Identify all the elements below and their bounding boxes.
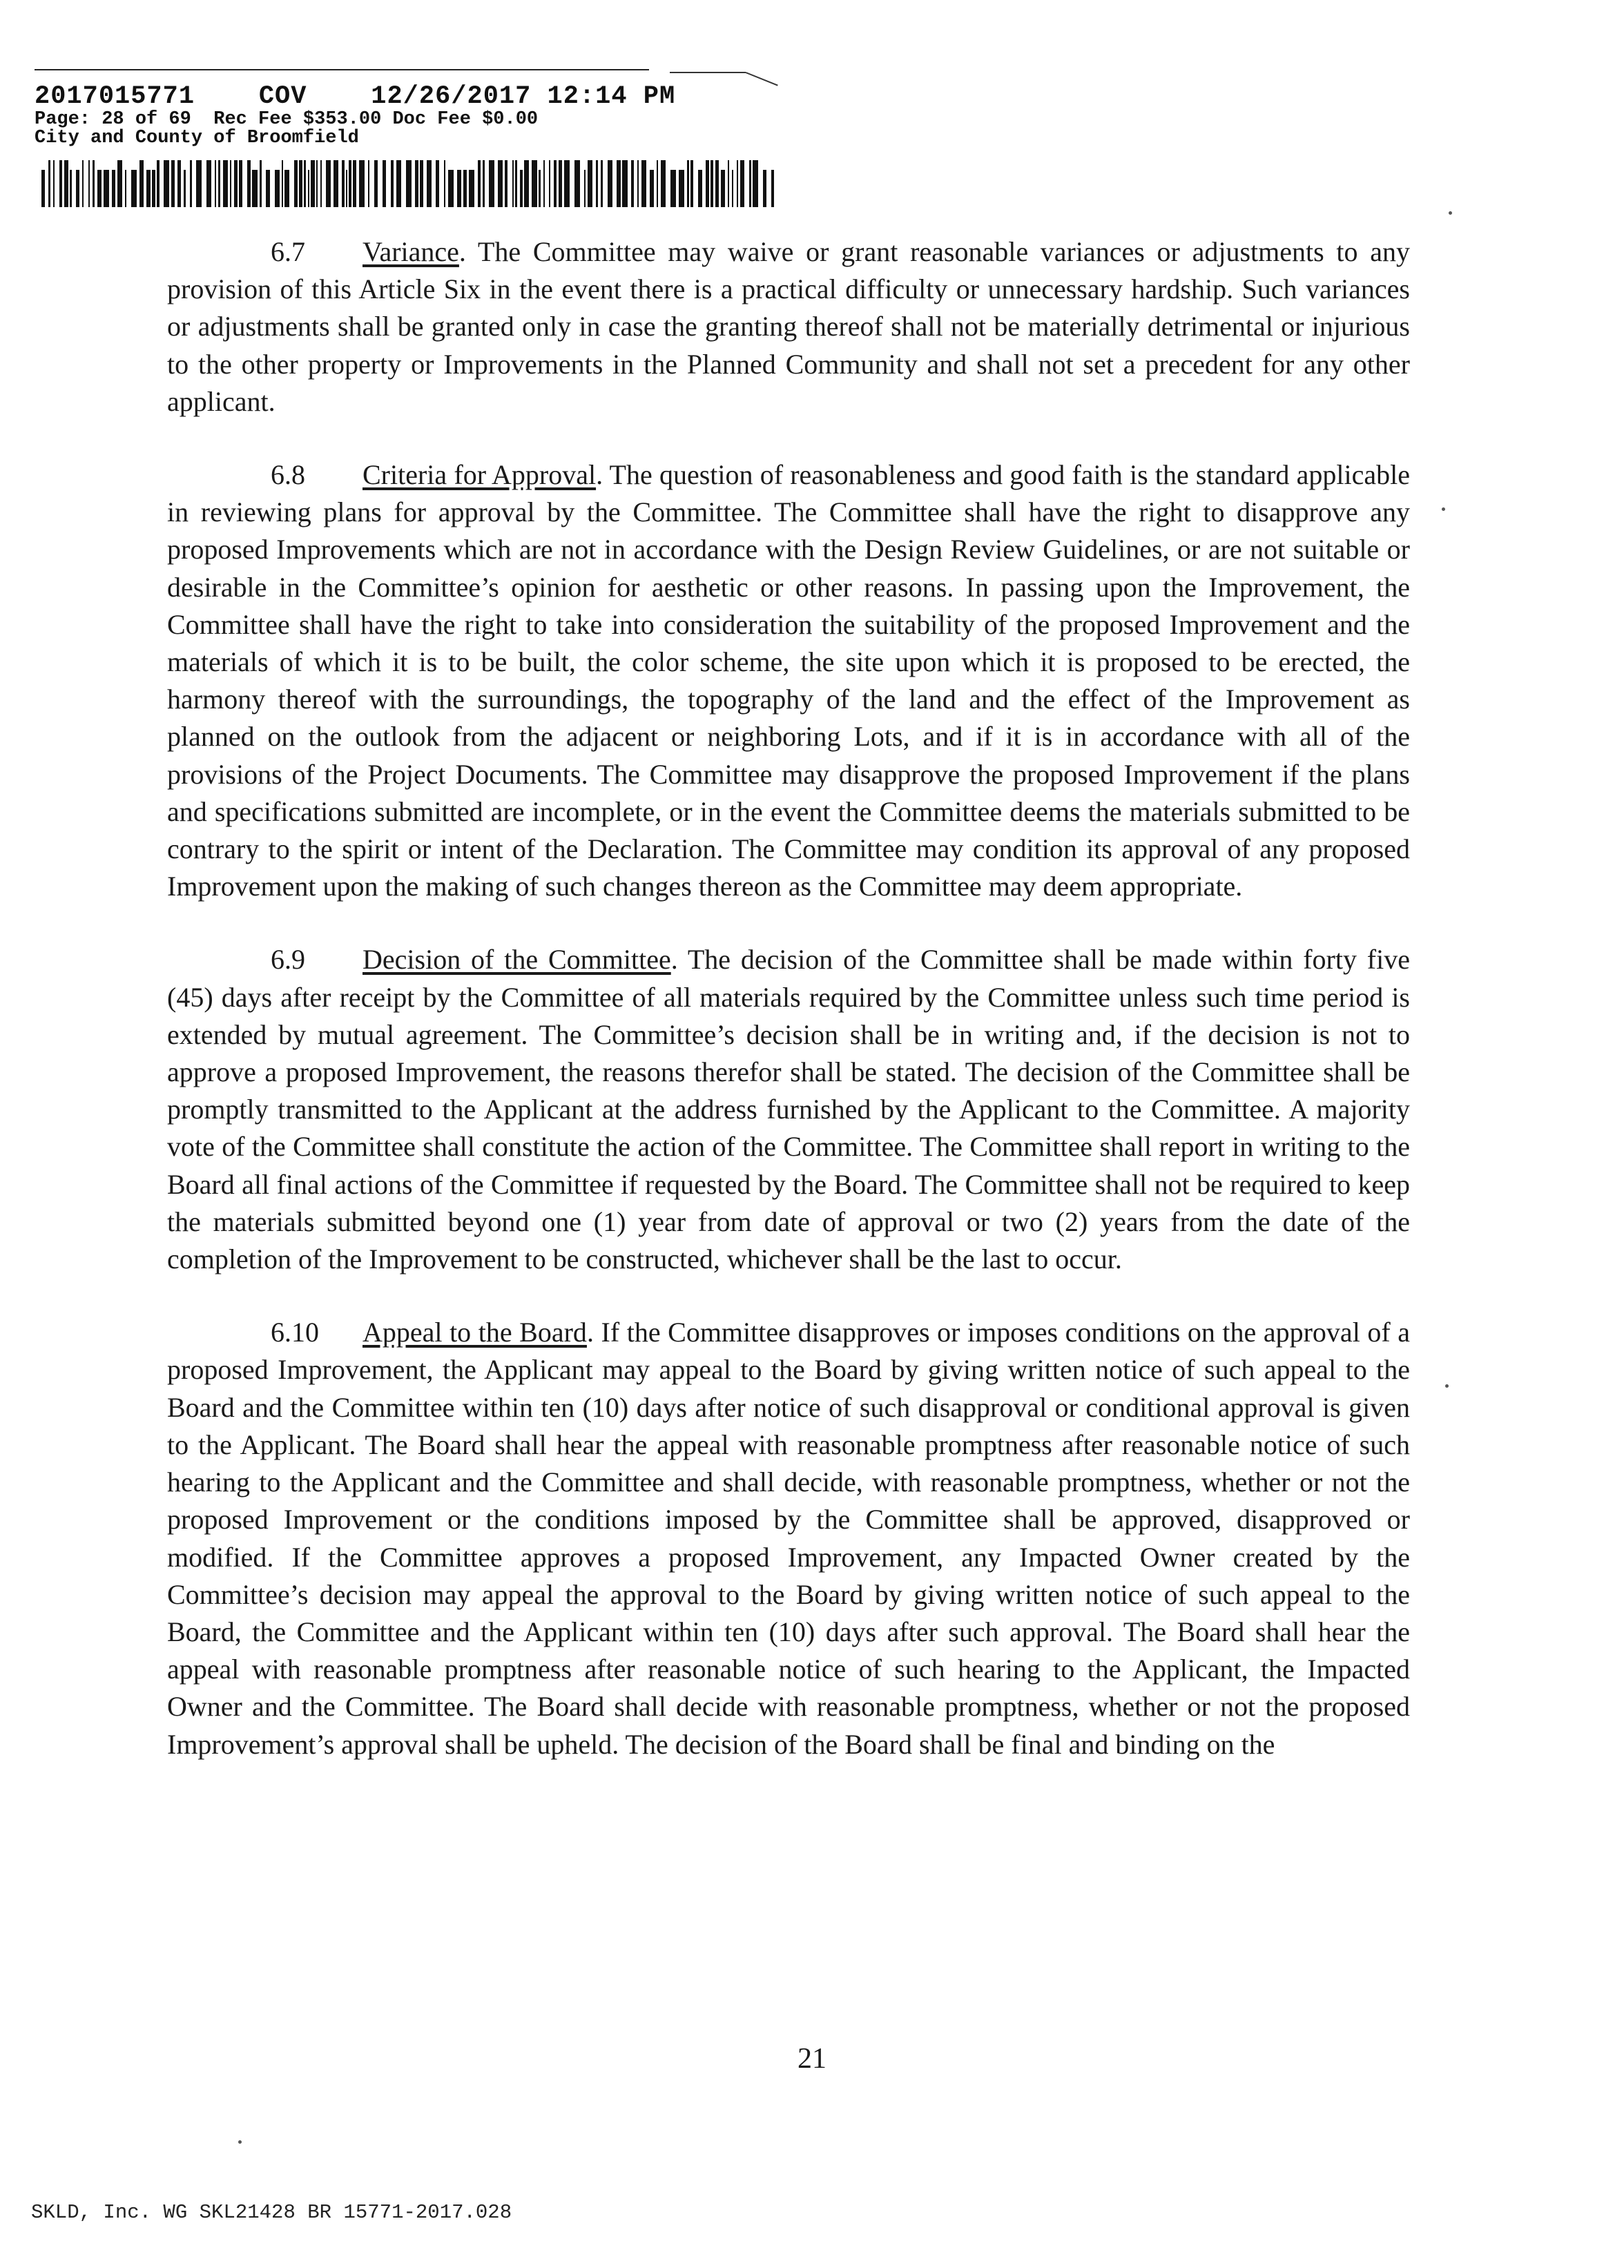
section-title: Decision of the Committee — [362, 944, 671, 976]
section-text: . The decision of the Committee shall be made within forty five (45) days after receipt by the Committee of all materials required by the Committee unless such time period is extended by mutual agreement. The Committee’s decision shall be in writing and, if the decision is not to approve a proposed Improvement, the reasons therefor shall be stated. The decision of the Committee shall be promptly transmitted to the Applicant at the address furnished by the Applicant to the Committee. A majority vote of the Committee shall constitute the action of the Committee. The Committee shall report in writing to the Board all final actions of the Committee if requested by the Board. The Committee shall not be required to keep the materials submitted beyond one (1) year from date of approval or two (2) years from the date of the completion of the Improvement to be constructed, whichever shall be the last to occur. — [167, 944, 1410, 1275]
section-number: 6.8 — [271, 459, 305, 491]
county-line: City and County of Broomfield — [35, 128, 359, 148]
section-number: 6.10 — [271, 1317, 319, 1348]
scan-speck — [1445, 1384, 1449, 1388]
document-body — [167, 233, 1410, 1799]
reception-number-line: 2017015771 COV 12/26/2017 12:14 PM — [35, 82, 676, 111]
section-title: Appeal to the Board — [362, 1317, 587, 1348]
section-text: . The Committee may waive or grant reasonable variances or adjustments to any provision of this Article Six in the event there is a practical difficulty or unnecessary hardship. Such variances or adjustments shall be granted only in case the granting thereof shall not be materially detrimental or injurious to the other property or Improvements in the Planned Community and shall not set a precedent for any other applicant. — [167, 236, 1410, 417]
header-rule — [35, 69, 649, 70]
scan-speck — [1442, 507, 1445, 511]
section-6-10 — [167, 1314, 1410, 1763]
section-text: . The question of reasonableness and good faith is the standard applicable in reviewing plans for approval by the Committee. The Committee shall have the right to disapprove any proposed Improvements which are not in accordance with the Design Review Guidelines, or are not suitable or desirable in the Committee’s opinion for aesthetic or other reasons. In passing upon the Improvement, the Committee shall have the right to take into consideration the suitability of the proposed Improvement and the materials of which it is to be built, the color scheme, the site upon which it is proposed to be erected, the harmony thereof with the surroundings, the topography of the land and the effect of the Improvement as planned on the outlook from the adjacent or neighboring Lots, and if it is in accordance with all of the provisions of the Project Documents. The Committee may disapprove the proposed Improvement if the plans and specifications submitted are incomplete, or in the event the Committee deems the materials submitted to be contrary to the spirit or intent of the Declaration. The Committee may condition its approval of any proposed Improvement upon the making of such changes thereon as the Committee may deem appropriate. — [167, 459, 1410, 902]
recording-stamp — [35, 83, 794, 148]
section-number: 6.9 — [271, 944, 305, 976]
section-text: . If the Committee disapproves or imposes conditions on the approval of a proposed Improvement, the Applicant may appeal to the Board by giving written notice of such appeal to the Board and the Committee within ten (10) days after notice of such disapproval or conditional approval is given to the Applicant. The Board shall hear the appeal with reasonable promptness after reasonable notice of such hearing to the Applicant and the Committee and shall decide, with reasonable promptness, whether or not the proposed Improvement or the conditions imposed by the Committee shall be approved, disapproved or modified. If the Committee approves a proposed Improvement, any Impacted Owner created by the Committee’s decision may appeal the approval to the Board by giving written notice of such appeal to the Board, the Committee and the Applicant within ten (10) days after such approval. The Board shall hear the appeal with reasonable promptness after reasonable notice of such hearing to the Applicant, the Impacted Owner and the Committee. The Board shall decide with reasonable promptness, whether or not the proposed Improvement’s approval shall be upheld. The decision of the Board shall be final and binding on the — [167, 1317, 1410, 1760]
scan-speck — [238, 2140, 242, 2144]
scan-speck — [1449, 211, 1452, 215]
page-number: 21 — [798, 2043, 826, 2075]
section-number: 6.7 — [271, 236, 305, 267]
section-6-8 — [167, 456, 1410, 905]
footer-reference: SKLD, Inc. WG SKL21428 BR 15771-2017.028 — [31, 2201, 512, 2224]
barcode — [41, 160, 777, 207]
fee-line: Page: 28 of 69 Rec Fee $353.00 Doc Fee $0.00 — [35, 109, 539, 130]
header-rule-right — [670, 72, 746, 73]
section-6-9 — [167, 941, 1410, 1278]
section-6-7 — [167, 233, 1410, 420]
section-title: Variance — [362, 236, 459, 267]
section-title: Criteria for Approval — [362, 459, 597, 491]
